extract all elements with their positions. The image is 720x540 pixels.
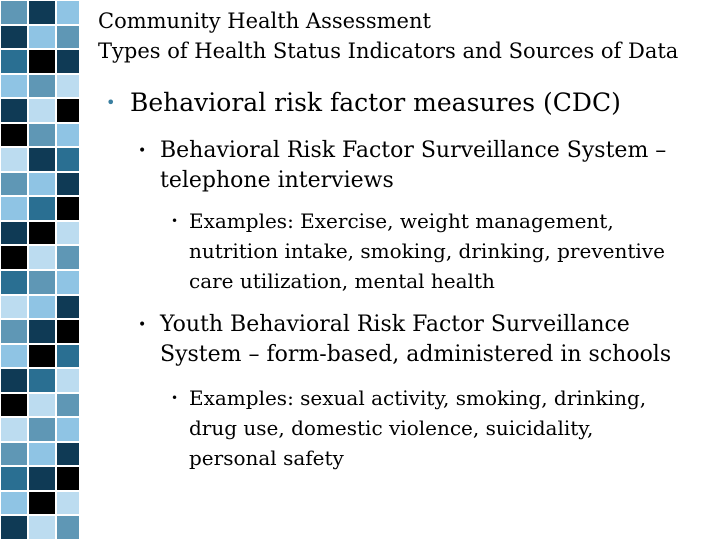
brfss-example-line-2: nutrition intake, smoking, drinking, preventive	[189, 239, 665, 263]
decorative-tile	[28, 172, 56, 197]
decorative-tile	[28, 49, 56, 74]
decorative-tile	[56, 196, 80, 221]
decorative-tile	[56, 147, 80, 172]
decorative-tile	[0, 245, 28, 270]
brfss-line-1: Behavioral Risk Factor Surveillance System –	[160, 138, 667, 163]
yrbss-example-line-2: drug use, domestic violence, suicidality,	[189, 416, 594, 440]
decorative-tile	[28, 74, 56, 99]
decorative-tile	[56, 245, 80, 270]
bullet-icon: •	[106, 93, 116, 112]
decorative-tile	[28, 515, 56, 540]
decorative-tile	[0, 270, 28, 295]
decorative-tile	[28, 245, 56, 270]
decorative-tile	[56, 25, 80, 50]
decorative-tile	[28, 466, 56, 491]
decorative-tile	[28, 344, 56, 369]
bullet-icon: •	[171, 214, 179, 228]
decorative-tile	[28, 98, 56, 123]
bullet-icon: •	[138, 317, 147, 333]
bullet-text	[160, 310, 671, 370]
decorative-tile	[28, 0, 56, 25]
decorative-tile	[28, 196, 56, 221]
decorative-tile	[0, 417, 28, 442]
decorative-tile	[28, 393, 56, 418]
decorative-tile	[56, 49, 80, 74]
decorative-tile	[56, 98, 80, 123]
decorative-tile	[28, 491, 56, 516]
decorative-tile	[28, 417, 56, 442]
decorative-tile	[56, 74, 80, 99]
bullet-icon: •	[138, 143, 147, 159]
brfss-example-line-3: care utilization, mental health	[189, 269, 495, 293]
yrbss-example-line-1: Examples: sexual activity, smoking, drinking,	[189, 386, 647, 410]
decorative-tile	[28, 147, 56, 172]
decorative-tile	[0, 515, 28, 540]
yrbss-line-1: Youth Behavioral Risk Factor Surveillance	[160, 312, 630, 337]
bullet-text	[189, 206, 665, 296]
decorative-tile	[0, 368, 28, 393]
decorative-tile	[28, 221, 56, 246]
brfss-line-2: telephone interviews	[160, 168, 394, 193]
decorative-tile	[0, 221, 28, 246]
decorative-tile	[0, 196, 28, 221]
decorative-tile	[56, 319, 80, 344]
slide-title-line-1: Community Health Assessment	[98, 9, 431, 33]
bullet-brfss	[138, 136, 666, 196]
bullet-text: Behavioral risk factor measures (CDC)	[130, 88, 621, 117]
decorative-tile	[56, 344, 80, 369]
decorative-tile	[56, 172, 80, 197]
decorative-tile	[28, 123, 56, 148]
decorative-tile	[28, 319, 56, 344]
decorative-tile	[0, 344, 28, 369]
decorative-tile	[56, 393, 80, 418]
decorative-tile-strip	[0, 0, 80, 540]
bullet-text	[160, 136, 666, 196]
decorative-tile	[56, 515, 80, 540]
yrbss-example-line-3: personal safety	[189, 446, 344, 470]
decorative-tile	[56, 123, 80, 148]
decorative-tile	[0, 25, 28, 50]
decorative-tile	[56, 491, 80, 516]
decorative-tile	[56, 466, 80, 491]
yrbss-line-2: System – form-based, administered in schools	[160, 342, 672, 367]
decorative-tile	[56, 417, 80, 442]
decorative-tile	[28, 25, 56, 50]
bullet-yrbss-examples	[171, 383, 646, 473]
decorative-tile	[56, 270, 80, 295]
decorative-tile	[56, 295, 80, 320]
bullet-behavioral-risk-measures	[106, 86, 621, 120]
decorative-tile	[28, 442, 56, 467]
bullet-yrbss	[138, 310, 671, 370]
decorative-tile	[0, 172, 28, 197]
decorative-tile	[0, 295, 28, 320]
decorative-tile	[0, 491, 28, 516]
decorative-tile	[0, 49, 28, 74]
decorative-tile	[56, 221, 80, 246]
decorative-tile	[0, 98, 28, 123]
brfss-example-line-1: Examples: Exercise, weight management,	[189, 209, 614, 233]
bullet-icon: •	[171, 391, 179, 405]
decorative-tile	[0, 147, 28, 172]
decorative-tile	[0, 0, 28, 25]
decorative-tile	[56, 368, 80, 393]
decorative-tile	[0, 319, 28, 344]
decorative-tile	[28, 295, 56, 320]
decorative-tile	[0, 393, 28, 418]
decorative-tile	[0, 442, 28, 467]
decorative-tile	[0, 466, 28, 491]
decorative-tile	[28, 368, 56, 393]
bullet-text	[189, 383, 646, 473]
decorative-tile	[28, 270, 56, 295]
decorative-tile	[56, 0, 80, 25]
bullet-brfss-examples	[171, 206, 665, 296]
slide-title-line-2: Types of Health Status Indicators and Sources of Data	[98, 39, 679, 63]
decorative-tile	[0, 123, 28, 148]
decorative-tile	[0, 74, 28, 99]
decorative-tile	[56, 442, 80, 467]
